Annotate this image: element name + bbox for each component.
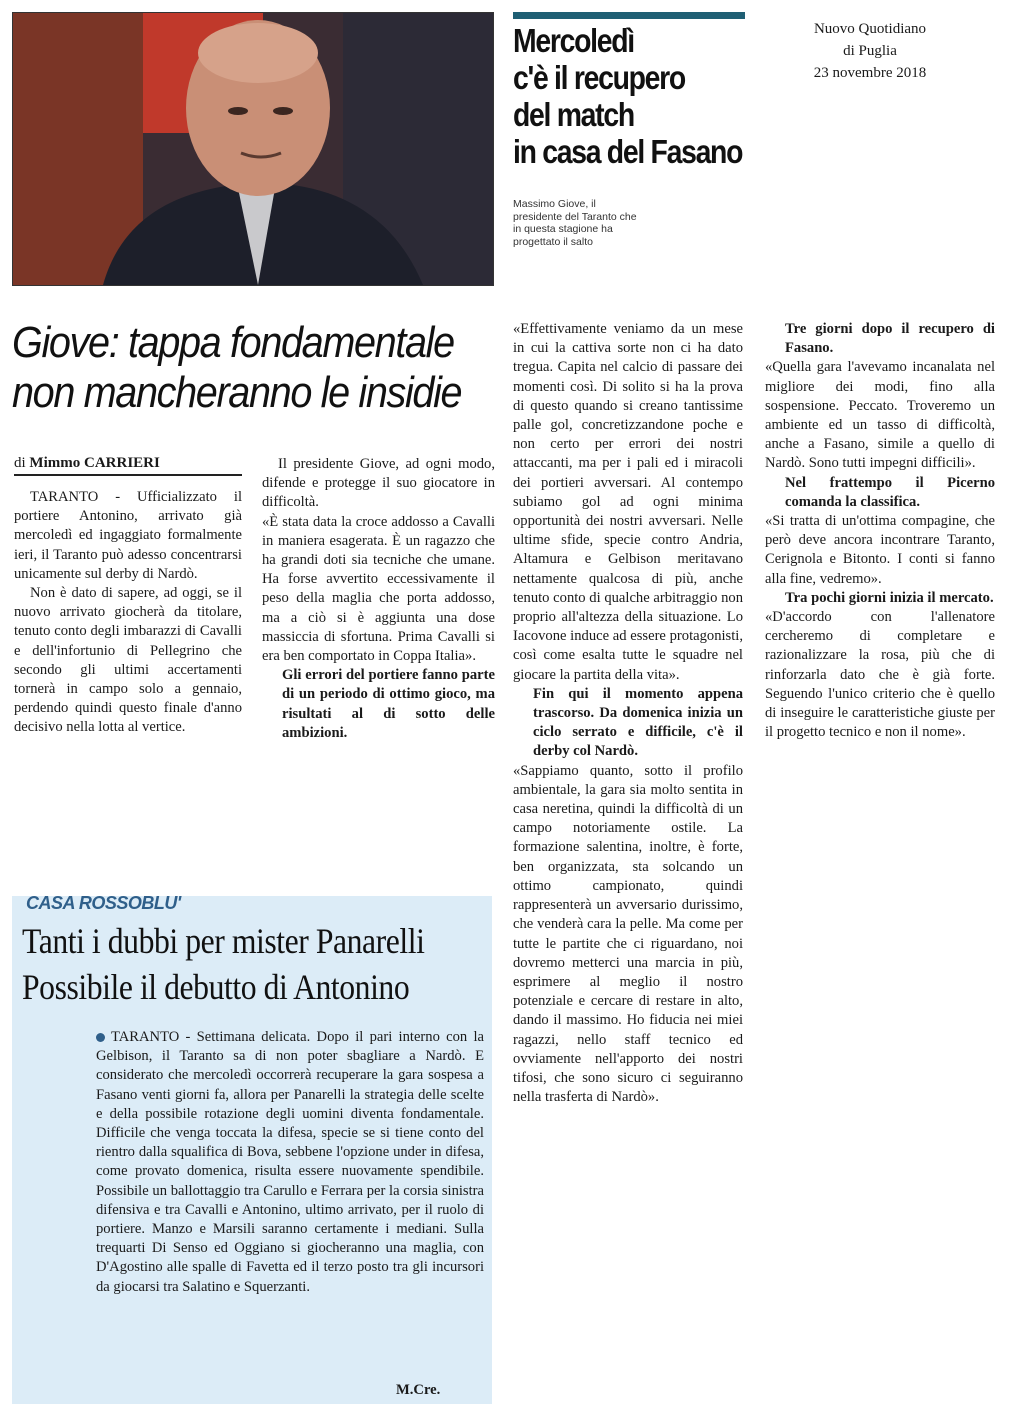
- boxed-headline-line: Tanti i dubbi per mister Panarelli: [22, 921, 425, 961]
- article-paragraph: TARANTO - Ufficializzato il portiere Antonino, arrivato già mercoledì ed ingaggiato formalmente ieri, il Taranto può adesso concentrarsi unicamente sul derby di Nardò.: [14, 489, 242, 582]
- article-subhead: Fin qui il momento appena trascorso. Da domenica inizia un ciclo serrato e difficile, c'è il derby col Nardò.: [533, 685, 743, 760]
- article-paragraph: «Quella gara l'avevamo incanalata nel migliore dei modi, fino alla sospensione. Peccato. Troveremo un ambiente ed un tasso di difficoltà, anche a Fasano, simile a quello di Nardò. Sono tutti impegni difficili».: [765, 359, 995, 472]
- article-paragraph: «Effettivamente veniamo da un mese in cui la cattiva sorte non ci ha dato tregua. Capita nel calcio di passare dei momenti così. Di solito si ha la prova di questo quando si creano tantissime palle gol, concretizzandone poche e non certo per errori dei nostri attaccanti, ma per i pali ed i miracoli dei portieri avversari. Al contempo subiamo gol ad ogni minima opportunità dei nostri avversari. Nelle ultime sfide, specie contro Andria, Altamura e Gelbison meritavano nettamente qualcosa di più, anche tenuto conto di qualche arbitraggio non proprio all'altezza della situazione. Lo Iacovone induce ad essere protagonisti, così come esalta tutte le squadre nel giocare la partita della vita».: [513, 321, 743, 683]
- article-column-1: [14, 488, 242, 738]
- byline-prefix: di: [14, 455, 26, 471]
- publication-name: Nuovo Quotidiano: [813, 21, 927, 37]
- boxed-headline-line: Possibile il debutto di Antonino: [22, 967, 410, 1007]
- sidebar-title: [513, 22, 743, 170]
- byline-author: Mimmo CARRIERI: [29, 455, 160, 471]
- article-column-3: [513, 320, 743, 1107]
- article-column-2: [262, 455, 495, 743]
- sidebar-title-line: in casa del Fasano: [513, 133, 743, 170]
- sidebar-title-line: c'è il recupero: [513, 59, 685, 96]
- publication-name-2: di Puglia: [843, 43, 897, 59]
- bullet-icon: [96, 1033, 105, 1042]
- boxed-article-signature: M.Cre.: [396, 1382, 441, 1398]
- byline: [14, 455, 242, 476]
- president-photo: [12, 12, 494, 286]
- sidebar-title-line: del match: [513, 96, 634, 133]
- portrait-illustration: [13, 13, 493, 285]
- main-headline-line: non mancheranno le insidie: [12, 368, 462, 417]
- sidebar-accent-bar: [513, 12, 745, 19]
- article-subhead: Tre giorni dopo il recupero di Fasano.: [785, 321, 995, 357]
- boxed-article-label: CASA ROSSOBLU': [26, 893, 181, 913]
- article-paragraph: Non è dato di sapere, ad oggi, se il nuovo arrivato giocherà da titolare, tenuto conto degli imbarazzi di Cavalli e dell'infortunio di Pellegrino che secondo gli ultimi accertamenti tornerà in campo solo a gennaio, perdendo quindi questo finale d'anno decisivo nella lotta al vertice.: [14, 585, 242, 736]
- publication-date: 23 novembre 2018: [813, 65, 927, 81]
- main-headline: [12, 318, 462, 418]
- article-subhead: Gli errori del portiere fanno parte di un periodo di ottimo gioco, ma risultati al di sotto delle ambizioni.: [282, 667, 495, 741]
- article-paragraph: Il presidente Giove, ad ogni modo, difende e protegge il suo giocatore in difficoltà.: [262, 456, 495, 511]
- sidebar-title-line: Mercoledì: [513, 22, 634, 59]
- article-subhead: Tra pochi giorni inizia il mercato.: [785, 589, 994, 606]
- main-headline-line: Giove: tappa fondamentale: [12, 318, 454, 367]
- photo-caption: Massimo Giove, il presidente del Taranto che in questa stagione ha progettato il salto: [513, 198, 637, 248]
- boxed-article-headline: [22, 918, 436, 1010]
- publication-info: [760, 18, 980, 84]
- boxed-article-body: [96, 1028, 484, 1297]
- article-subhead: Nel frattempo il Picerno comanda la classifica.: [785, 474, 995, 510]
- article-paragraph: «Sappiamo quanto, sotto il profilo ambientale, la gara sia molto sentita in casa neretina, quindi la difficoltà di un campo notoriamente ostile. La formazione salentina, inoltre, è forte, ben organizzata, sta solcando un ottimo campionato, quindi rappresenterà un avversario durissimo, che venderà cara la pelle. Ma come per tutte le partite che ci riguardano, noi dovremo metterci una marcia in più, esprimere al meglio il nostro potenziale e cercare di restare in alto, dando il massimo. Ho fiducia nei miei ragazzi, nello staff tecnico ed ovviamente nell'apporto dei nostri tifosi, che sono sicuro ci seguiranno nella trasferta di Nardò».: [513, 762, 743, 1106]
- article-column-4: [765, 320, 995, 742]
- article-paragraph: «Si tratta di un'ottima compagine, che però deve ancora incontrare Taranto, Cerignola e Bitonto. I conti si fanno alla fine, vedremo».: [765, 513, 995, 587]
- article-paragraph: «D'accordo con l'allenatore cercheremo di completare e razionalizzare la rosa, più che di rinforzarla dato che è già forte. Seguendo l'unico criterio che è quello di inseguire le caratteristiche giuste per il progetto tecnico e non il nome».: [765, 609, 995, 741]
- article-paragraph: «È stata data la croce addosso a Cavalli in maniera esagerata. È un ragazzo che ha grandi doti sia tecniche che umane. Ha forse avvertito eccessivamente il peso della maglia che porta addosso, ma a ciò si è aggiunta una dose massiccia di sfortuna. Prima Cavalli si era ben comportato in Coppa Italia».: [262, 513, 495, 665]
- boxed-article-text: TARANTO - Settimana delicata. Dopo il pari interno con la Gelbison, il Taranto sa di non poter sbagliare a Nardò. E considerato che mercoledì occorrerà recuperare la gara sospesa a Fasano venti giorni fa, allora per Panarelli la strategia delle scelte e della possibile rotazione degli uomini diventa fondamentale. Difficile che venga toccata la difesa, specie se si tiene conto del rientro dalla squalifica di Bova, sebbene l'opzione under in difesa, come provato domenica, risulta essere nuovamente spendibile. Possibile un ballottaggio tra Carullo e Ferrara per la corsia sinistra difensiva e tra Cavalli e Antonino, ultimo arrivato, per il ruolo di portiere. Manzo e Marsili saranno certamente i mediani. Sulla trequarti Di Senso ed Oggiano si giocheranno una maglia, con D'Agostino alle spalle di Favetta ed il terzo posto tra gli incursori da giocarsi tra Salatino e Squerzanti.: [96, 1029, 484, 1295]
- boxed-article-paragraph: [96, 1028, 484, 1297]
